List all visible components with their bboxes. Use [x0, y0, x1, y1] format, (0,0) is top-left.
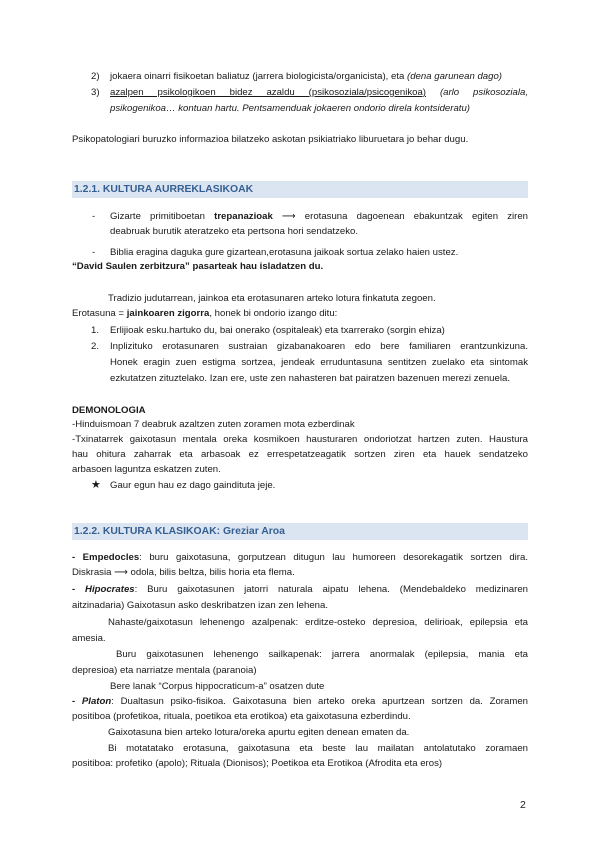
bullet-dash: -: [92, 247, 96, 258]
demonologia-line-2-cont: arbasoen laguntza eskatzen zuten.: [72, 464, 221, 475]
platon-line: - Platon: Dualtasun psiko-fisikoa. Gaixotasuna bien arteko oreka apurtzean sortzen da. Zoramen: [72, 696, 528, 707]
ordered-item-1: Erlijioak esku.hartuko du, bai onerako (ospitaleak) eta txarrerako (sorgin ehiza): [110, 325, 445, 336]
demonologia-line-2: -Txinatarrek gaixotasun mentala oreka kosmikoen hausturaren ondoriotzat hartzen zuten. Haustura: [72, 434, 528, 445]
demonologia-heading: DEMONOLOGIA: [72, 405, 146, 416]
bi-motatako-line: Bi motatatako erotasuna, gaixotasuna eta beste lau mailatan antolatutako zoramaen: [108, 743, 528, 754]
ordered-item-2: Inplizituko erotasunaren sustraian gizabanakoaren edo bere familiaren erantzunkizuna.: [110, 341, 528, 352]
bullet-dash: -: [92, 211, 96, 222]
list-number: 1.: [91, 325, 100, 336]
paragraph-equation: Erotasuna = jainkoaren zigorra, honek bi ondorio izango ditu:: [72, 308, 338, 319]
bullet-1: Gizarte primitiboetan trepanazioak ⟶ erotasuna dagoenean ebakuntzak egiten ziren: [110, 211, 529, 222]
demonologia-line-2-cont: hau ohitura zaharrak eta arbasoak ez errespetatzeagatik sortzen ziren eta hauek sendatzeko: [72, 449, 528, 460]
list-number: 2.: [91, 341, 100, 352]
star-note: Gaur egun hau ez dago gaindituta jeje.: [110, 480, 276, 491]
ordered-item-2-cont: ezkutatzen zituztelako. Izan ere, uste zen nahasteren bat pairatzen bazenuen merezi zenuela.: [110, 373, 510, 384]
section-heading: 1.2.1. KULTURA AURREKLASIKOAK: [74, 184, 254, 195]
list-item-3-cont: psikogenikoa… kontuan hartu. Pentsamenduak jokaeren ondorio direla kontsideratu): [110, 103, 470, 114]
sailkapen-line-cont: depresioa) eta narriatze mentala (paranoia): [72, 665, 257, 676]
sailkapen-line: Buru gaixotasunen lehenengo sailkapenak: jarrera anormalak (epilepsia, mania eta: [116, 649, 528, 660]
section-heading-bar: [72, 181, 528, 198]
list-item-3: azalpen psikologikoen bidez azaldu (psikosoziala/psicogenikoa) (arlo psikosoziala,: [110, 87, 528, 98]
section-heading-bar: [72, 523, 528, 540]
bi-motatako-line-cont: positiboa: profetiko (apolo); Rituala (Dionisos); Poetikoa eta Erotikoa (Afrodita eta eros): [72, 758, 443, 769]
quote-line: “David Saulen zerbitzura” pasarteak hau isladatzen du.: [72, 261, 324, 272]
bullet-2: Biblia eragina daguka gure gizartean,erotasuna jaikoak sortua zelako haien ustez.: [110, 247, 459, 258]
section-heading: 1.2.2. KULTURA KLASIKOAK: Greziar Aroa: [74, 526, 285, 537]
ordered-item-2-cont: Honek eragin zuen estigma sortzea, jendeak erruduntasuna sentitzen zuelako eta sintomak: [110, 357, 528, 368]
hipocrates-line: - Hipocrates: Buru gaixotasunen jatorri naturala aipatu lehena. (Mendebaldeko medizinaren: [72, 584, 528, 595]
list-item-2: jokaera oinarri fisikoetan baliatuz (jarrera biologicista/organicista), eta (dena garunean dago): [110, 71, 502, 82]
platon-line-cont: positiboa (profetikoa, rituala, poetikoa eta erotikoa) eta gaixotasuna ezberdindu.: [72, 711, 411, 722]
paragraph-tradition: Tradizio judutarrean, jainkoa eta erotasunaren arteko lotura finkatuta zegoen.: [108, 293, 436, 304]
corpus-line: Bere lanak “Corpus hippocraticum-a” osatzen dute: [110, 681, 325, 692]
empedocles-line-cont: Diskrasia ⟶ odola, bilis beltza, bilis horia eta flema.: [72, 567, 295, 578]
list-number: 2): [91, 71, 100, 82]
platon-line-cont: Gaixotasuna bien arteko lotura/oreka apurtu egiten denean ematen da.: [108, 727, 410, 738]
empedocles-line: - Empedocles: buru gaixotasuna, gorputzean ditugun lau humoreen desorekagatik sortzen dira.: [72, 552, 528, 563]
hipocrates-line-cont: aitzinadaria) Gaixotasun asko deskribatzen izan zen lehena.: [72, 600, 328, 611]
intro-paragraph: Psikopatologiari buruzko informazioa bilatzeko askotan psikiatriako liburuetara jo behar dugu.: [72, 134, 469, 145]
nahaste-line: Nahaste/gaixotasun lehenengo azalpenak: erditze-osteko depresioa, delirioak, epilepsia eta: [108, 617, 528, 628]
list-number: 3): [91, 87, 100, 98]
page-number: 2: [520, 799, 526, 811]
star-icon: ★: [91, 479, 101, 491]
demonologia-line-1: -Hinduismoan 7 deabruk azaltzen zuten zoramen mota ezberdinak: [72, 419, 355, 430]
bullet-1-cont: deabruak burutik ateratzeko eta pertsona hori sendatzeko.: [110, 226, 358, 237]
nahaste-line-cont: amesia.: [72, 633, 106, 644]
